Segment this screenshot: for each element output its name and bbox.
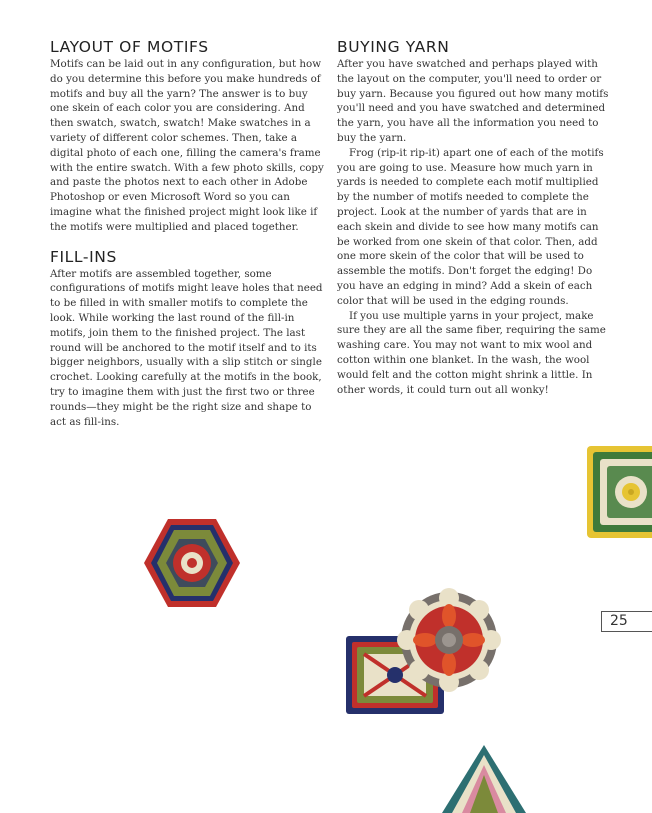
flower-motif-image xyxy=(397,588,501,692)
square-motif-image xyxy=(585,444,652,540)
layout-of-motifs-body: Motifs can be laid out in any configuration, but how do you determine this before you make hundreds of motifs and buy all the yarn? The answer is to buy one skein of each color you are considering. And then swatch, swatch, swatch! Make swatches in a variety of different color schemes. Then, take a digital photo of each one, filling the camera's frame with the entire swatch. With a few photo skills, copy and paste the photos next to each other in Adobe Photoshop or even Microsoft Word so you can imagine what the finished project might look like if the motifs were multiplied and placed together. xyxy=(50,58,324,233)
buying-yarn-paragraph-1: After you have swatched and perhaps played with the layout on the computer, you'll need to order or buy yarn. Because you figured out how many motifs you'll need and you have swatched and determined the yarn, you have all the information you need to buy the yarn. xyxy=(337,58,609,144)
buying-yarn-paragraph-3: If you use multiple yarns in your project, make sure they are all the same fiber, requiring the same washing care. You may not want to mix wool and cotton within one blanket. In the wash, the wool would felt and the cotton might shrink a little. In other words, it could turn out all wonky! xyxy=(337,309,606,396)
page-number: 25 xyxy=(610,613,628,629)
fill-ins-body: After motifs are assembled together, some configurations of motifs might leave holes that need to be filled in with smaller motifs to complete the look. While working the last round of the fill-in motifs, join them to the finished project. The last round will be anchored to the motif itself and to its bigger neighbors, usually with a slip stitch or single crochet. Looking carefully at the motifs in the book, try to imagine them with just the first two or three rounds—they might be the right size and shape to act as fill-ins. xyxy=(50,267,323,428)
heading-layout-of-motifs: LAYOUT OF MOTIFS xyxy=(50,38,209,56)
triangle-motif-image xyxy=(440,743,528,813)
hexagon-motif-image xyxy=(143,517,241,609)
right-column xyxy=(337,37,613,397)
buying-yarn-paragraph-2: Frog (rip-it rip-it) apart one of each of the motifs you are going to use. Measure how much yarn in yards is needed to complete each motif multiplied by the number of motifs needed to complete the project. Look at the number of yards that are in each skein and divide to see how many motifs can be worked from one skein of that color. Then, add one more skein of the color that will be used to assemble the motifs. Don't forget the edging! Do you have an edging in mind? Add a skein of each color that will be used in the edging rounds. xyxy=(337,146,604,307)
heading-fill-ins: FILL-INS xyxy=(50,247,117,266)
heading-buying-yarn: BUYING YARN xyxy=(337,38,450,56)
watermark: PassionForum.ru xyxy=(565,786,644,796)
page-number-box xyxy=(601,611,652,632)
left-column xyxy=(50,37,326,429)
